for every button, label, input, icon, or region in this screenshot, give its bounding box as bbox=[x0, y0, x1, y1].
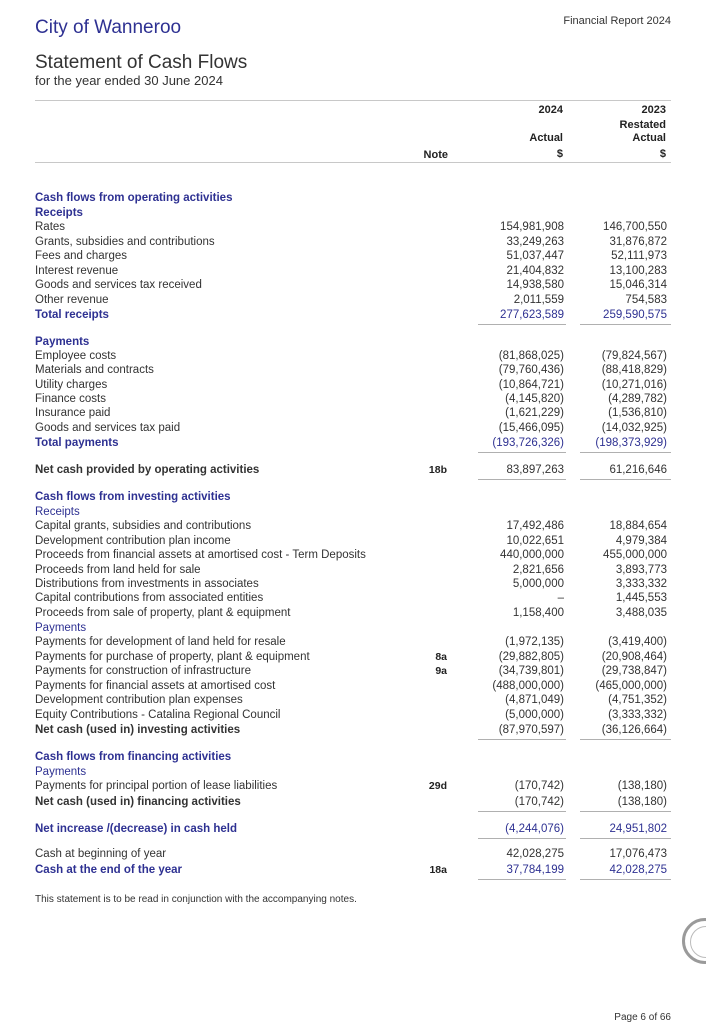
value-current-year: 1,158,400 bbox=[512, 607, 564, 619]
row-label: Payments bbox=[35, 622, 87, 634]
row-label: Finance costs bbox=[35, 393, 106, 405]
value-current-year: 14,938,580 bbox=[506, 279, 564, 291]
value-prior-year: (88,418,829) bbox=[601, 364, 667, 376]
table-row bbox=[35, 863, 671, 878]
value-prior-year: 455,000,000 bbox=[603, 549, 667, 561]
total-rule bbox=[580, 739, 671, 740]
table-row bbox=[35, 765, 671, 780]
table-row bbox=[35, 392, 671, 407]
table-row bbox=[35, 779, 671, 794]
table-row bbox=[35, 795, 671, 810]
value-prior-year: 31,876,872 bbox=[609, 236, 667, 248]
row-label: Capital grants, subsidies and contributions bbox=[35, 520, 252, 532]
table-row bbox=[35, 293, 671, 308]
value-current-year: 33,249,263 bbox=[506, 236, 564, 248]
table-row bbox=[35, 406, 671, 421]
value-current-year: 10,022,651 bbox=[506, 535, 564, 547]
value-prior-year: 18,884,654 bbox=[609, 520, 667, 532]
value-prior-year: 61,216,646 bbox=[609, 464, 667, 476]
row-note: 18b bbox=[428, 464, 447, 476]
value-prior-year: 15,046,314 bbox=[609, 279, 667, 291]
table-row bbox=[35, 335, 671, 350]
table-row bbox=[35, 421, 671, 436]
value-prior-year: 754,583 bbox=[625, 294, 667, 306]
value-current-year: (488,000,000) bbox=[492, 680, 564, 692]
column-note: Note bbox=[423, 149, 448, 161]
table-row bbox=[35, 708, 671, 723]
row-label: Development contribution plan expenses bbox=[35, 694, 243, 706]
row-label: Cash at the end of the year bbox=[35, 864, 182, 876]
row-label: Cash flows from financing activities bbox=[35, 751, 232, 763]
value-current-year: (4,244,076) bbox=[505, 823, 564, 835]
value-current-year: (29,882,805) bbox=[498, 651, 564, 663]
total-rule bbox=[580, 879, 671, 880]
row-label: Cash flows from investing activities bbox=[35, 491, 231, 503]
row-label: Proceeds from financial assets at amortised cost - Term Deposits bbox=[35, 549, 366, 561]
value-prior-year: 259,590,575 bbox=[603, 309, 667, 321]
value-prior-year: 3,333,332 bbox=[615, 578, 667, 590]
total-rule bbox=[478, 739, 566, 740]
value-prior-year: (3,333,332) bbox=[608, 709, 667, 721]
column-current-unit: $ bbox=[556, 148, 563, 160]
row-label: Receipts bbox=[35, 207, 83, 219]
value-current-year: 83,897,263 bbox=[506, 464, 564, 476]
value-current-year: 2,821,656 bbox=[512, 564, 564, 576]
column-prior-actual: Actual bbox=[632, 132, 666, 144]
value-current-year: 277,623,589 bbox=[500, 309, 564, 321]
value-current-year: (34,739,801) bbox=[498, 665, 564, 677]
row-label: Total receipts bbox=[35, 309, 109, 321]
value-prior-year: 42,028,275 bbox=[609, 864, 667, 876]
value-prior-year: (138,180) bbox=[617, 780, 667, 792]
column-prior-unit: $ bbox=[659, 148, 666, 160]
total-rule bbox=[580, 479, 671, 480]
column-current-actual: Actual bbox=[529, 132, 563, 144]
row-label: Goods and services tax paid bbox=[35, 422, 181, 434]
value-current-year: (1,972,135) bbox=[505, 636, 564, 648]
header-bottom-rule bbox=[35, 162, 671, 163]
row-label: Fees and charges bbox=[35, 250, 128, 262]
report-title: Financial Report 2024 bbox=[563, 15, 671, 27]
table-row bbox=[35, 349, 671, 364]
value-prior-year: 24,951,802 bbox=[609, 823, 667, 835]
total-rule bbox=[478, 324, 566, 325]
table-row bbox=[35, 750, 671, 765]
row-note: 9a bbox=[435, 665, 447, 677]
total-rule bbox=[478, 811, 566, 812]
table-row bbox=[35, 249, 671, 264]
value-prior-year: (138,180) bbox=[617, 796, 667, 808]
column-year-prior: 2023 bbox=[641, 104, 666, 116]
value-current-year: (15,466,095) bbox=[498, 422, 564, 434]
header-top-rule bbox=[35, 100, 671, 101]
value-current-year: (4,145,820) bbox=[505, 393, 564, 405]
total-rule bbox=[478, 838, 566, 839]
row-label: Cash at beginning of year bbox=[35, 848, 167, 860]
value-prior-year: 3,893,773 bbox=[615, 564, 667, 576]
table-row bbox=[35, 650, 671, 665]
total-rule bbox=[580, 452, 671, 453]
table-row bbox=[35, 463, 671, 478]
row-label: Distributions from investments in associates bbox=[35, 578, 259, 590]
table-row bbox=[35, 822, 671, 837]
column-prior-restated: Restated bbox=[619, 119, 666, 131]
value-current-year: 154,981,908 bbox=[500, 221, 564, 233]
value-current-year: 17,492,486 bbox=[506, 520, 564, 532]
total-rule bbox=[478, 879, 566, 880]
value-current-year: (79,760,436) bbox=[498, 364, 564, 376]
table-row bbox=[35, 490, 671, 505]
value-current-year: 2,011,559 bbox=[513, 294, 564, 306]
row-note: 18a bbox=[429, 864, 447, 876]
table-row bbox=[35, 679, 671, 694]
row-label: Proceeds from sale of property, plant & equipment bbox=[35, 607, 291, 619]
row-label: Cash flows from operating activities bbox=[35, 192, 233, 204]
value-prior-year: (3,419,400) bbox=[608, 636, 667, 648]
row-label: Rates bbox=[35, 221, 66, 233]
row-label: Goods and services tax received bbox=[35, 279, 202, 291]
statement-footnote: This statement is to be read in conjunction with the accompanying notes. bbox=[35, 894, 357, 905]
value-current-year: (5,000,000) bbox=[505, 709, 564, 721]
value-prior-year: 3,488,035 bbox=[615, 607, 667, 619]
table-row bbox=[35, 621, 671, 636]
total-rule bbox=[580, 838, 671, 839]
row-label: Payments for development of land held for resale bbox=[35, 636, 286, 648]
total-rule bbox=[580, 811, 671, 812]
value-prior-year: 4,979,384 bbox=[615, 535, 667, 547]
table-row bbox=[35, 606, 671, 621]
value-current-year: 21,404,832 bbox=[506, 265, 564, 277]
row-label: Receipts bbox=[35, 506, 80, 518]
table-row bbox=[35, 548, 671, 563]
table-row bbox=[35, 505, 671, 520]
statement-period: for the year ended 30 June 2024 bbox=[35, 73, 223, 88]
column-year-current: 2024 bbox=[538, 104, 563, 116]
table-row bbox=[35, 308, 671, 323]
row-label: Development contribution plan income bbox=[35, 535, 231, 547]
row-label: Payments for financial assets at amortised cost bbox=[35, 680, 276, 692]
table-row bbox=[35, 191, 671, 206]
value-current-year: (81,868,025) bbox=[498, 350, 564, 362]
table-row bbox=[35, 664, 671, 679]
table-row bbox=[35, 278, 671, 293]
row-label: Total payments bbox=[35, 437, 119, 449]
value-prior-year: (29,738,847) bbox=[601, 665, 667, 677]
value-current-year: (10,864,721) bbox=[498, 379, 564, 391]
row-label: Capital contributions from associated entities bbox=[35, 592, 264, 604]
table-row bbox=[35, 847, 671, 862]
value-prior-year: (4,289,782) bbox=[608, 393, 667, 405]
value-current-year: 440,000,000 bbox=[500, 549, 564, 561]
audit-seal-icon bbox=[682, 918, 706, 964]
table-row bbox=[35, 534, 671, 549]
row-label: Proceeds from land held for sale bbox=[35, 564, 201, 576]
row-label: Grants, subsidies and contributions bbox=[35, 236, 215, 248]
organisation-name: City of Wanneroo bbox=[35, 17, 182, 38]
table-row bbox=[35, 635, 671, 650]
value-prior-year: (1,536,810) bbox=[608, 407, 667, 419]
row-label: Net cash provided by operating activities bbox=[35, 464, 260, 476]
row-label: Materials and contracts bbox=[35, 364, 154, 376]
value-prior-year: 13,100,283 bbox=[609, 265, 667, 277]
value-current-year: 5,000,000 bbox=[512, 578, 564, 590]
value-current-year: (193,726,326) bbox=[492, 437, 564, 449]
row-label: Other revenue bbox=[35, 294, 109, 306]
value-prior-year: (198,373,929) bbox=[595, 437, 667, 449]
table-row bbox=[35, 563, 671, 578]
table-row bbox=[35, 235, 671, 250]
table-row bbox=[35, 723, 671, 738]
value-prior-year: 52,111,973 bbox=[611, 250, 667, 262]
row-label: Payments bbox=[35, 766, 87, 778]
table-row bbox=[35, 693, 671, 708]
value-current-year: 51,037,447 bbox=[506, 250, 564, 262]
value-prior-year: (465,000,000) bbox=[595, 680, 667, 692]
row-label: Insurance paid bbox=[35, 407, 111, 419]
row-note: 8a bbox=[435, 651, 447, 663]
table-row bbox=[35, 436, 671, 451]
table-row bbox=[35, 577, 671, 592]
row-label: Net cash (used in) financing activities bbox=[35, 796, 241, 808]
row-label: Payments for construction of infrastructure bbox=[35, 665, 252, 677]
value-prior-year: (4,751,352) bbox=[608, 694, 667, 706]
statement-title: Statement of Cash Flows bbox=[35, 52, 248, 73]
value-prior-year: (79,824,567) bbox=[601, 350, 667, 362]
value-current-year: 42,028,275 bbox=[506, 848, 564, 860]
total-rule bbox=[580, 324, 671, 325]
row-label: Interest revenue bbox=[35, 265, 119, 277]
value-prior-year: (14,032,925) bbox=[601, 422, 667, 434]
row-label: Payments bbox=[35, 336, 90, 348]
value-prior-year: 17,076,473 bbox=[609, 848, 667, 860]
table-row bbox=[35, 363, 671, 378]
row-label: Utility charges bbox=[35, 379, 108, 391]
row-label: Equity Contributions - Catalina Regional Council bbox=[35, 709, 281, 721]
table-row bbox=[35, 220, 671, 235]
row-label: Payments for purchase of property, plant & equipment bbox=[35, 651, 310, 663]
table-row bbox=[35, 591, 671, 606]
value-prior-year: (10,271,016) bbox=[601, 379, 667, 391]
row-label: Payments for principal portion of lease liabilities bbox=[35, 780, 278, 792]
table-row bbox=[35, 206, 671, 221]
value-prior-year: (20,908,464) bbox=[601, 651, 667, 663]
value-prior-year: 1,445,553 bbox=[615, 592, 667, 604]
value-current-year: (1,621,229) bbox=[505, 407, 564, 419]
value-current-year: (170,742) bbox=[514, 796, 564, 808]
value-current-year: – bbox=[557, 592, 564, 604]
row-label: Net cash (used in) investing activities bbox=[35, 724, 241, 736]
row-note: 29d bbox=[428, 780, 447, 792]
value-current-year: (170,742) bbox=[514, 780, 564, 792]
value-current-year: (87,970,597) bbox=[498, 724, 564, 736]
row-label: Employee costs bbox=[35, 350, 117, 362]
table-row bbox=[35, 264, 671, 279]
value-current-year: (4,871,049) bbox=[505, 694, 564, 706]
table-row bbox=[35, 519, 671, 534]
row-label: Net increase /(decrease) in cash held bbox=[35, 823, 237, 835]
value-current-year: 37,784,199 bbox=[506, 864, 564, 876]
value-prior-year: 146,700,550 bbox=[603, 221, 667, 233]
table-row bbox=[35, 378, 671, 393]
value-prior-year: (36,126,664) bbox=[601, 724, 667, 736]
page-number: Page 6 of 66 bbox=[614, 1012, 671, 1023]
total-rule bbox=[478, 479, 566, 480]
total-rule bbox=[478, 452, 566, 453]
